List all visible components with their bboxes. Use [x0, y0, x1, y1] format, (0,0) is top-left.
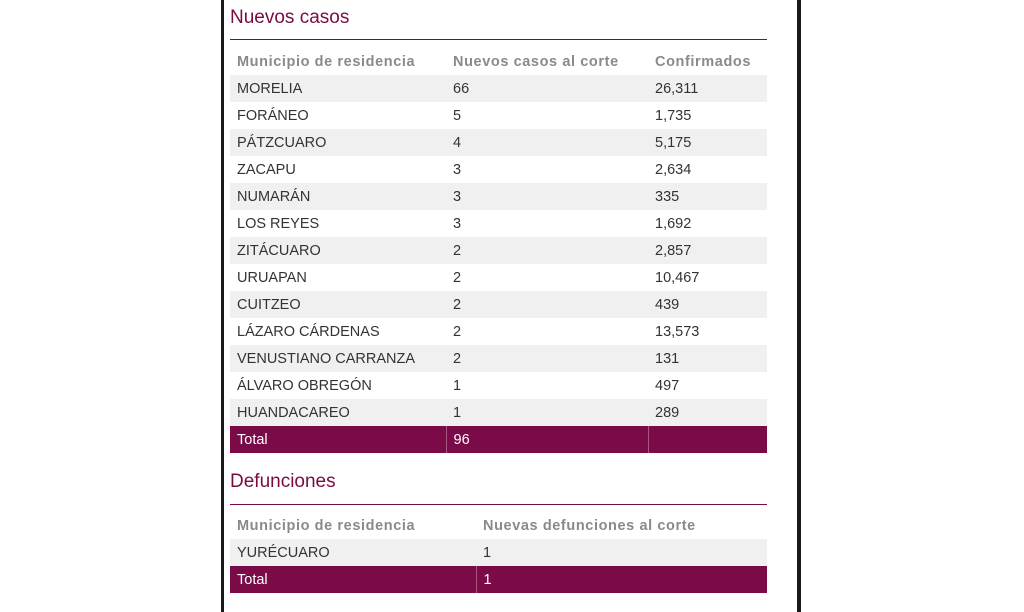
nuevos-casos-table [230, 48, 767, 453]
nuevos-casos-cell: 3 [446, 210, 648, 237]
nuevos-casos-header-row [230, 48, 767, 75]
confirmados-cell: 1,692 [648, 210, 767, 237]
municipio-cell: ZACAPU [230, 156, 446, 183]
defunciones-table [230, 512, 767, 593]
nuevos-casos-cell: 3 [446, 156, 648, 183]
table-row [230, 372, 767, 399]
total-label: Total [230, 426, 446, 453]
nuevos-casos-cell: 3 [446, 183, 648, 210]
nuevos-casos-cell: 5 [446, 102, 648, 129]
column-header: Confirmados [655, 53, 752, 70]
municipio-cell: URUAPAN [230, 264, 446, 291]
nuevos-casos-divider [230, 39, 767, 40]
nuevos-casos-cell: 2 [446, 318, 648, 345]
table-row [230, 102, 767, 129]
confirmados-cell: 13,573 [648, 318, 767, 345]
confirmados-cell: 5,175 [648, 129, 767, 156]
table-row [230, 183, 767, 210]
defunciones-header-row [230, 512, 767, 539]
table-row [230, 539, 767, 566]
nuevos-casos-title: Nuevos casos [230, 7, 350, 28]
column-header: Nuevas defunciones al corte [483, 517, 696, 534]
confirmados-cell: 497 [648, 372, 767, 399]
defunciones-title: Defunciones [230, 471, 336, 492]
municipio-cell: VENUSTIANO CARRANZA [230, 345, 446, 372]
content-panel [230, 0, 767, 612]
column-header: Municipio de residencia [237, 53, 416, 70]
table-row [230, 129, 767, 156]
total-label: Total [230, 566, 476, 593]
total-row [230, 426, 767, 453]
nuevos-casos-cell: 66 [446, 75, 648, 102]
table-row [230, 237, 767, 264]
table-row [230, 75, 767, 102]
municipio-cell: ÁLVARO OBREGÓN [230, 372, 446, 399]
defunciones-divider [230, 504, 767, 505]
confirmados-cell: 2,857 [648, 237, 767, 264]
confirmados-cell: 1,735 [648, 102, 767, 129]
total-confirmados [648, 426, 767, 453]
confirmados-cell: 2,634 [648, 156, 767, 183]
table-row [230, 210, 767, 237]
municipio-cell: HUANDACAREO [230, 399, 446, 426]
table-row [230, 291, 767, 318]
table-row [230, 264, 767, 291]
municipio-cell: PÁTZCUARO [230, 129, 446, 156]
nuevas-defunciones-cell: 1 [476, 539, 767, 566]
left-frame-edge [221, 0, 224, 612]
nuevos-casos-cell: 2 [446, 237, 648, 264]
municipio-cell: NUMARÁN [230, 183, 446, 210]
municipio-cell: YURÉCUARO [230, 539, 476, 566]
municipio-cell: CUITZEO [230, 291, 446, 318]
column-header: Municipio de residencia [237, 517, 416, 534]
municipio-cell: FORÁNEO [230, 102, 446, 129]
table-row [230, 399, 767, 426]
nuevos-casos-cell: 1 [446, 372, 648, 399]
total-defunciones: 1 [476, 566, 767, 593]
total-nuevos-casos: 96 [446, 426, 648, 453]
confirmados-cell: 289 [648, 399, 767, 426]
municipio-cell: LÁZARO CÁRDENAS [230, 318, 446, 345]
nuevos-casos-cell: 1 [446, 399, 648, 426]
confirmados-cell: 335 [648, 183, 767, 210]
municipio-cell: LOS REYES [230, 210, 446, 237]
confirmados-cell: 10,467 [648, 264, 767, 291]
column-header: Nuevos casos al corte [453, 53, 619, 70]
right-frame-edge [797, 0, 801, 612]
table-row [230, 318, 767, 345]
total-row [230, 566, 767, 593]
table-row [230, 156, 767, 183]
confirmados-cell: 439 [648, 291, 767, 318]
confirmados-cell: 26,311 [648, 75, 767, 102]
table-row [230, 345, 767, 372]
nuevos-casos-cell: 2 [446, 264, 648, 291]
confirmados-cell: 131 [648, 345, 767, 372]
nuevos-casos-cell: 2 [446, 345, 648, 372]
municipio-cell: ZITÁCUARO [230, 237, 446, 264]
nuevos-casos-cell: 2 [446, 291, 648, 318]
nuevos-casos-cell: 4 [446, 129, 648, 156]
municipio-cell: MORELIA [230, 75, 446, 102]
